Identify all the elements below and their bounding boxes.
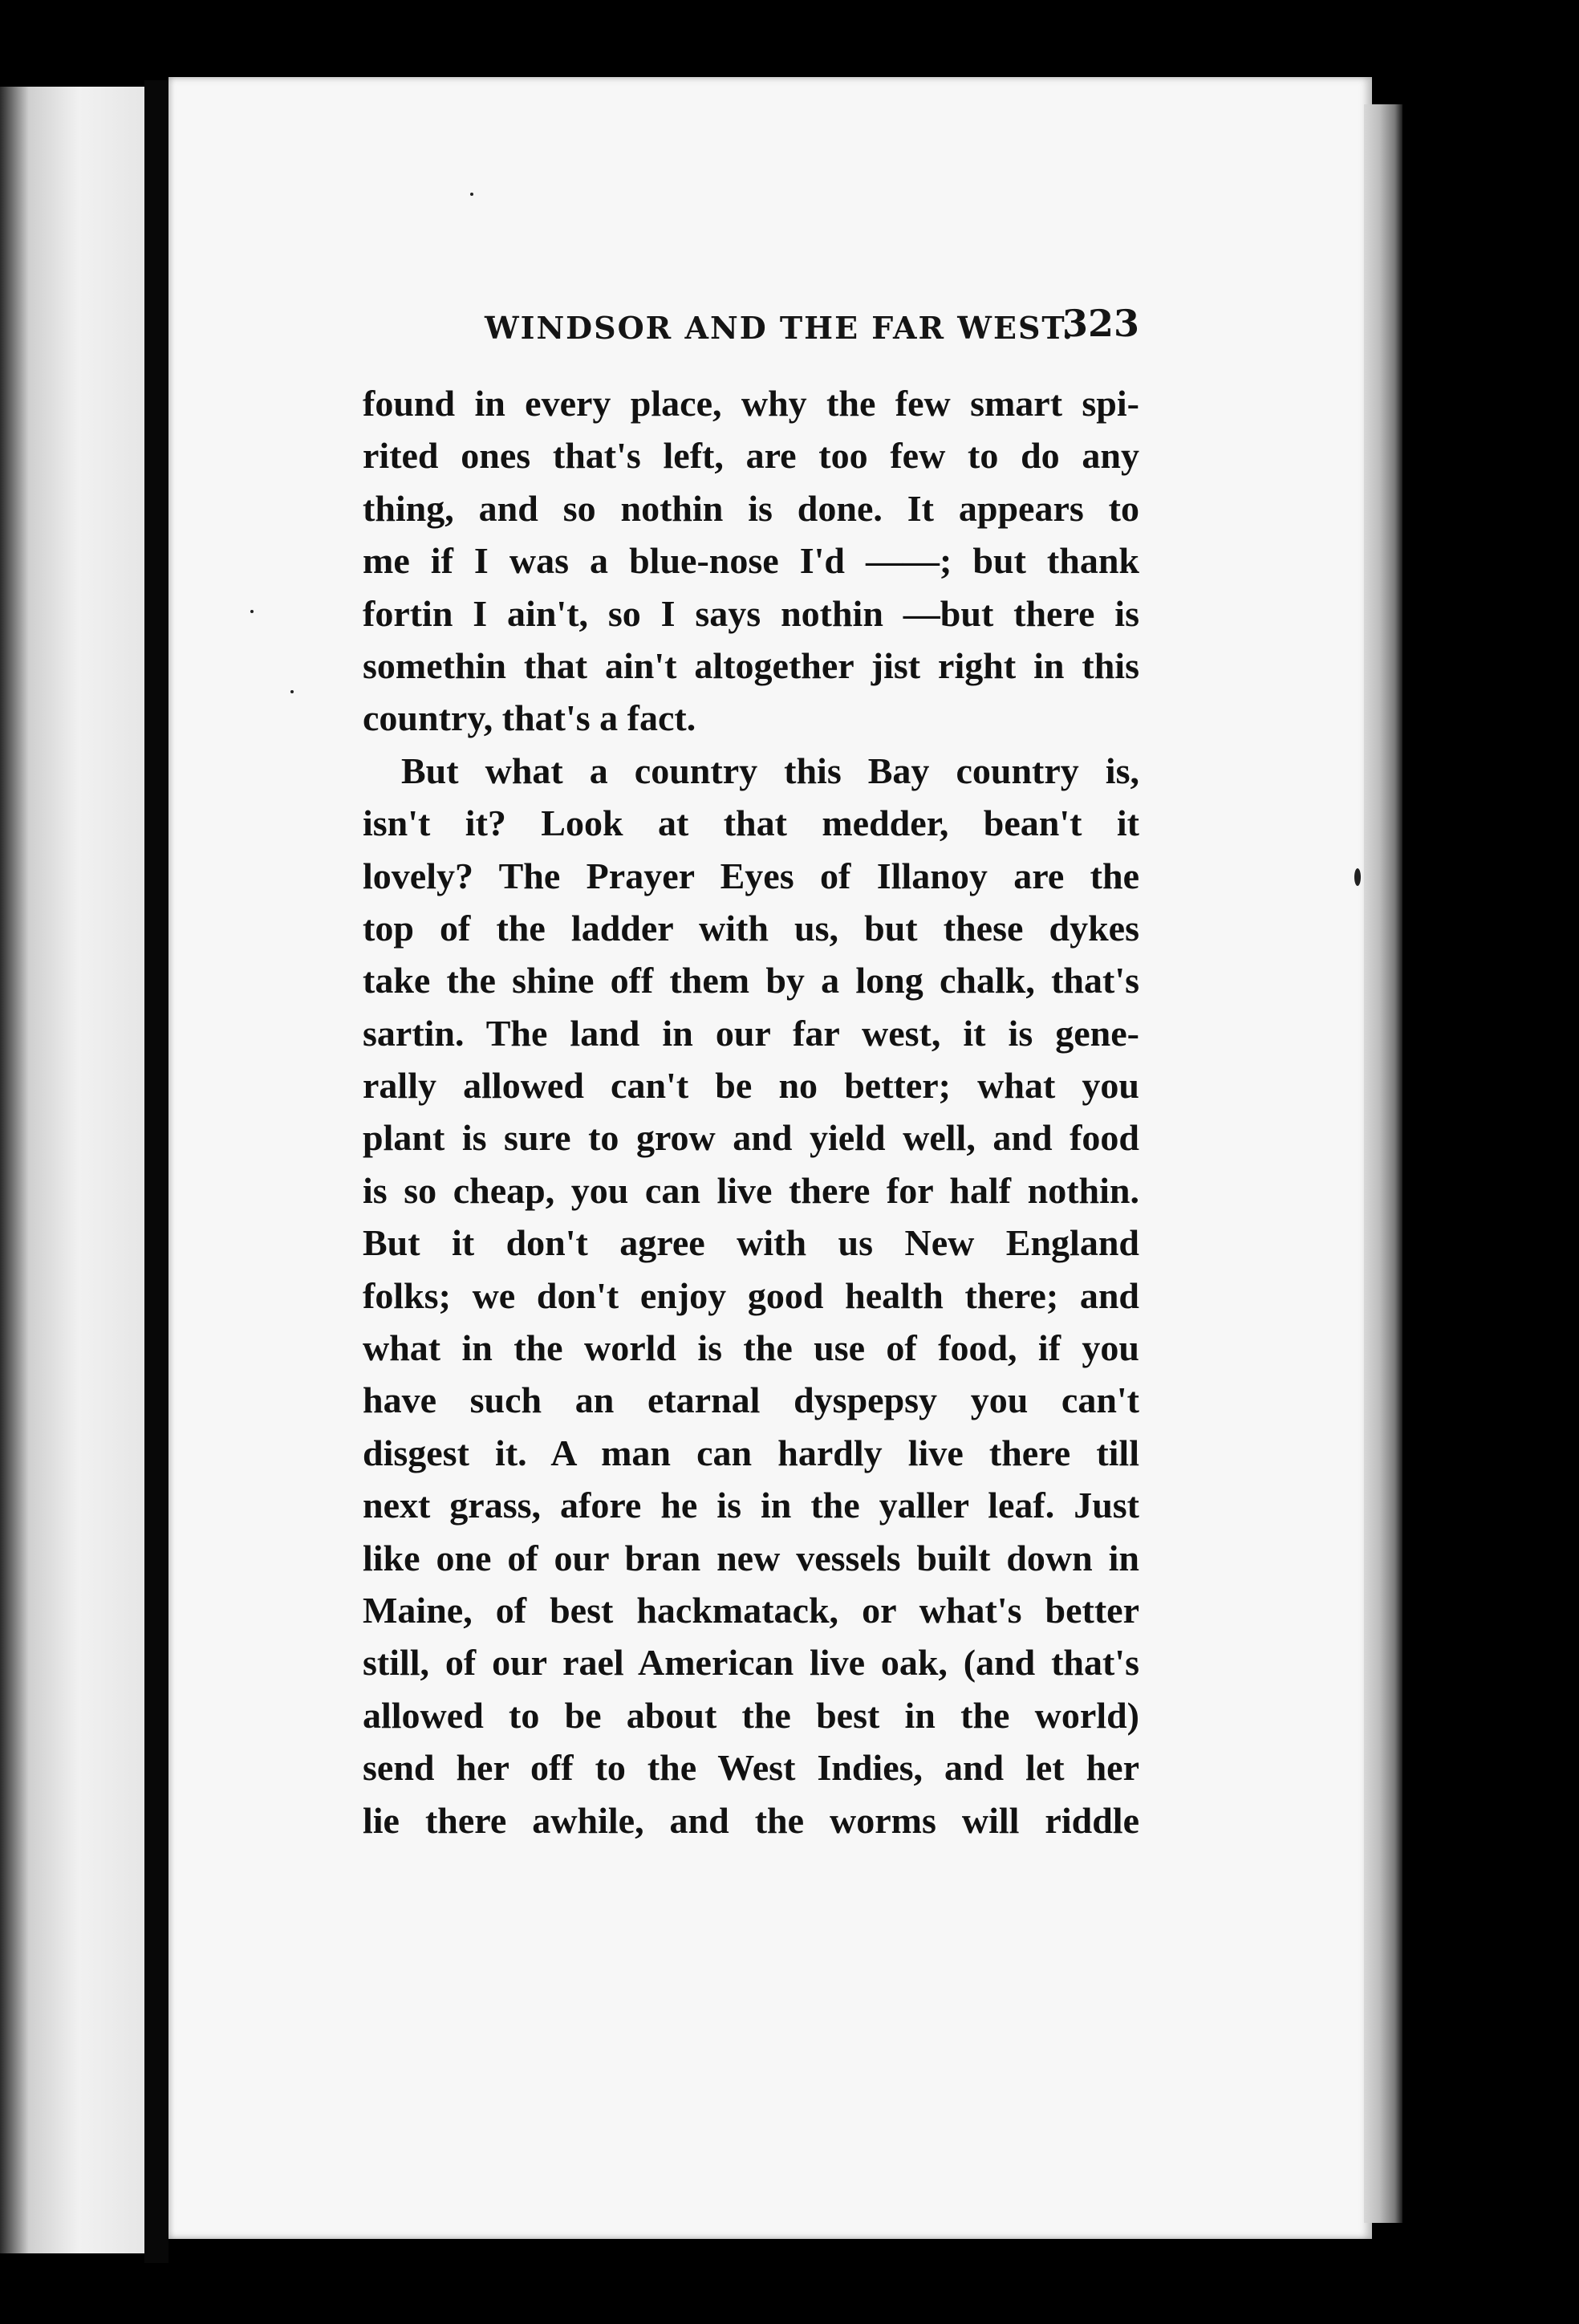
text-line: Maine, of best hackmatack, or what's better [363,1589,1139,1631]
text-line: isn't it? Look at that medder, bean't it [363,802,1139,844]
text-line: lovely? The Prayer Eyes of Illanoy are the [363,855,1139,896]
scan-speck [290,690,294,693]
text-line: somethin that ain't altogether jist right in this [363,644,1139,686]
page-number: 323 [1061,302,1139,345]
text-line: found in every place, why the few smart spi- [363,383,1139,424]
text-line: But what a country this Bay country is, [401,750,1139,791]
running-head [313,299,1139,363]
text-line: lie there awhile, and the worms will riddle [363,1799,1139,1841]
text-line: disgest it. A man can hardly live there till [363,1432,1139,1473]
text-line: allowed to be about the best in the world) [363,1694,1139,1736]
page-edge-shadow [1364,104,1402,2223]
body-text [363,377,1139,1847]
text-line: fortin I ain't, so I says nothin —but there is [363,592,1139,634]
scan-speck [1354,868,1361,886]
text-line: thing, and so nothin is done. It appears to [363,487,1139,529]
text-line: rited ones that's left, are too few to do any [363,435,1139,477]
book-gutter [144,80,168,2263]
text-line: country, that's a fact. [363,697,696,739]
text-line: is so cheap, you can live there for half nothin. [363,1169,1139,1211]
previous-page-edge [0,87,144,2253]
text-line: next grass, afore he is in the yaller leaf. Just [363,1485,1139,1526]
text-line: plant is sure to grow and yield well, and food [363,1117,1139,1159]
text-line: send her off to the West Indies, and let her [363,1747,1139,1789]
scan-speck [470,193,473,196]
scan-speck [250,610,254,613]
text-line: top of the ladder with us, but these dykes [363,907,1139,949]
text-line: rally allowed can't be no better; what you [363,1065,1139,1107]
text-line: sartin. The land in our far west, it is gene- [363,1012,1139,1054]
text-line: folks; we don't enjoy good health there; and [363,1274,1139,1316]
text-line: still, of our rael American live oak, (and that's [363,1642,1139,1684]
text-line: have such an etarnal dyspepsy you can't [363,1379,1139,1421]
text-line: like one of our bran new vessels built down in [363,1537,1139,1578]
running-title: WINDSOR AND THE FAR WEST. [485,310,1075,346]
text-line: But it don't agree with us New England [363,1222,1139,1264]
text-line: me if I was a blue-nose I'd ——; but thank [363,540,1139,582]
text-line: take the shine off them by a long chalk, that's [363,960,1139,1002]
text-line: what in the world is the use of food, if you [363,1327,1139,1369]
